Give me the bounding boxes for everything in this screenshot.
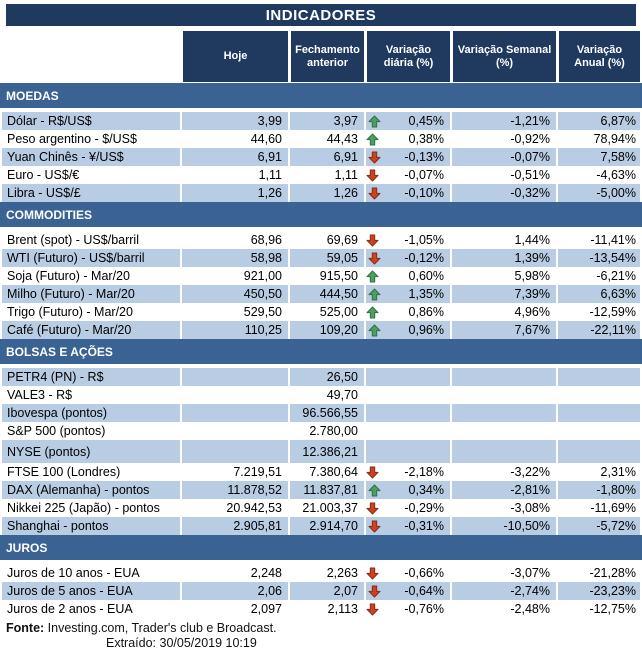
variacao-anual-value: 6,63% xyxy=(556,285,640,303)
variacao-anual-value: -23,23% xyxy=(556,582,640,600)
variacao-semanal-value: -0,92% xyxy=(510,132,550,146)
variacao-diaria-cell xyxy=(364,422,450,440)
row-label: VALE3 - R$ xyxy=(7,388,73,402)
variacao-anual-value: 6,87% xyxy=(556,112,640,130)
variacao-diaria-cell xyxy=(364,166,450,184)
arrow-down-icon xyxy=(366,603,379,616)
variacao-anual-value: -11,69% xyxy=(590,501,636,515)
hoje-value: 529,50 xyxy=(243,305,282,319)
hoje-value: 921,00 xyxy=(243,269,282,283)
hoje-value: 2.905,81 xyxy=(180,517,288,535)
hoje-value xyxy=(180,404,288,422)
hoje-value xyxy=(180,386,288,404)
column-header-variacao-diaria: Variação diária (%) xyxy=(364,31,450,82)
variacao-semanal-value: 7,67% xyxy=(450,321,556,339)
fechamento-anterior-value: 1,11 xyxy=(334,168,358,182)
variacao-anual-value: 2,31% xyxy=(600,465,636,479)
variacao-diaria-value: -0,64% xyxy=(404,584,444,598)
variacao-anual-value: -12,75% xyxy=(589,602,636,616)
variacao-diaria-cell xyxy=(364,112,450,130)
arrow-down-icon xyxy=(366,502,379,515)
variacao-diaria-value: 0,45% xyxy=(408,114,444,128)
fechamento-anterior-value: 59,05 xyxy=(288,249,364,267)
variacao-diaria-value: 1,35% xyxy=(408,287,444,301)
hoje-value: 6,91 xyxy=(180,148,288,166)
table-row xyxy=(2,463,640,481)
variacao-diaria-value: -0,66% xyxy=(404,566,444,580)
hoje-value: 2,06 xyxy=(180,582,288,600)
fechamento-anterior-value: 96.566,55 xyxy=(288,404,364,422)
variacao-anual-value: -1,80% xyxy=(556,481,640,499)
fechamento-anterior-value: 2.780,00 xyxy=(309,424,358,438)
variacao-diaria-value: 0,60% xyxy=(408,269,444,283)
no-arrow xyxy=(368,407,381,420)
section-header-commodities: COMMODITIES xyxy=(0,202,642,227)
source-label: Fonte: xyxy=(6,621,45,635)
indicators-table xyxy=(2,83,640,618)
variacao-diaria-cell xyxy=(364,481,450,499)
variacao-anual-value xyxy=(556,422,640,440)
table-row xyxy=(2,231,640,249)
section-rows-juros xyxy=(2,560,640,618)
section-rows-moedas xyxy=(2,108,640,202)
fechamento-anterior-value: 2,263 xyxy=(326,566,358,580)
row-label: FTSE 100 (Londres) xyxy=(7,465,121,479)
row-label: Soja (Futuro) - Mar/20 xyxy=(7,269,130,283)
table-row xyxy=(2,564,640,582)
row-label: S&P 500 (pontos) xyxy=(7,424,106,438)
variacao-semanal-value: 5,98% xyxy=(514,269,550,283)
row-label: Café (Futuro) - Mar/20 xyxy=(2,321,180,339)
row-label: Brent (spot) - US$/barril xyxy=(7,233,139,247)
variacao-diaria-cell xyxy=(364,231,450,249)
arrow-down-icon xyxy=(366,169,379,182)
variacao-semanal-value: -2,74% xyxy=(450,582,556,600)
hoje-value: 450,50 xyxy=(180,285,288,303)
hoje-value xyxy=(180,422,288,440)
no-arrow xyxy=(368,371,381,384)
variacao-semanal-value xyxy=(450,368,556,386)
variacao-diaria-value: -0,13% xyxy=(404,150,444,164)
table-row xyxy=(2,303,640,321)
variacao-diaria-value: -0,29% xyxy=(404,501,444,515)
hoje-value xyxy=(180,440,288,463)
variacao-diaria-value: -0,10% xyxy=(404,186,444,200)
variacao-diaria-cell xyxy=(364,517,450,535)
row-label: Dólar - R$/US$ xyxy=(2,112,180,130)
variacao-semanal-value: -10,50% xyxy=(450,517,556,535)
table-row xyxy=(2,267,640,285)
variacao-diaria-cell xyxy=(364,368,450,386)
table-row xyxy=(2,481,640,499)
variacao-semanal-value: 7,39% xyxy=(450,285,556,303)
variacao-diaria-value: 0,86% xyxy=(408,305,444,319)
no-arrow xyxy=(368,445,381,458)
variacao-semanal-value: -0,32% xyxy=(450,184,556,202)
row-label: Juros de 2 anos - EUA xyxy=(7,602,133,616)
hoje-value: 20.942,53 xyxy=(226,501,282,515)
variacao-semanal-value: -3,08% xyxy=(510,501,550,515)
section-rows-bolsas-e-acoes xyxy=(2,364,640,535)
variacao-semanal-value: -2,81% xyxy=(450,481,556,499)
row-label: Peso argentino - $/US$ xyxy=(7,132,137,146)
hoje-value: 1,11 xyxy=(258,168,282,182)
table-row xyxy=(2,368,640,386)
arrow-down-icon xyxy=(368,520,381,533)
row-label: Libra - US$/£ xyxy=(2,184,180,202)
fechamento-anterior-value: 44,43 xyxy=(326,132,358,146)
table-row xyxy=(2,582,640,600)
variacao-anual-value xyxy=(556,404,640,422)
column-header-hoje: Hoje xyxy=(180,31,288,82)
arrow-down-icon xyxy=(368,187,381,200)
variacao-diaria-value: -0,12% xyxy=(404,251,444,265)
column-header-variacao-semanal: Variação Semanal (%) xyxy=(450,31,556,82)
variacao-diaria-cell xyxy=(364,404,450,422)
arrow-up-icon xyxy=(368,288,381,301)
variacao-diaria-value: 0,34% xyxy=(408,483,444,497)
variacao-semanal-value: -1,21% xyxy=(450,112,556,130)
row-label: WTI (Futuro) - US$/barril xyxy=(2,249,180,267)
table-row xyxy=(2,499,640,517)
page-title: INDICADORES xyxy=(6,4,636,26)
variacao-anual-value: -12,59% xyxy=(589,305,636,319)
variacao-semanal-value: 1,39% xyxy=(450,249,556,267)
source-text: Investing.com, Trader's club e Broadcast. xyxy=(44,621,277,635)
no-arrow xyxy=(366,389,379,402)
arrow-up-icon xyxy=(366,133,379,146)
variacao-anual-value: -5,72% xyxy=(556,517,640,535)
hoje-value: 110,25 xyxy=(180,321,288,339)
variacao-diaria-cell xyxy=(364,499,450,517)
fechamento-anterior-value: 12.386,21 xyxy=(288,440,364,463)
arrow-down-icon xyxy=(368,151,381,164)
fechamento-anterior-value: 1,26 xyxy=(288,184,364,202)
variacao-anual-value: -5,00% xyxy=(556,184,640,202)
fechamento-anterior-value: 6,91 xyxy=(288,148,364,166)
row-label: PETR4 (PN) - R$ xyxy=(2,368,180,386)
arrow-up-icon xyxy=(366,306,379,319)
variacao-diaria-cell xyxy=(364,564,450,582)
variacao-diaria-cell xyxy=(364,386,450,404)
variacao-diaria-value: 0,38% xyxy=(408,132,444,146)
variacao-semanal-value: -2,48% xyxy=(510,602,550,616)
variacao-anual-value: 7,58% xyxy=(556,148,640,166)
arrow-up-icon xyxy=(368,484,381,497)
variacao-anual-value: -22,11% xyxy=(556,321,640,339)
variacao-diaria-cell xyxy=(364,463,450,481)
row-label: Juros de 10 anos - EUA xyxy=(7,566,140,580)
column-headers xyxy=(2,31,640,82)
hoje-value: 2,097 xyxy=(250,602,282,616)
variacao-semanal-value: -3,22% xyxy=(510,465,550,479)
hoje-value: 68,96 xyxy=(250,233,282,247)
variacao-semanal-value xyxy=(450,386,556,404)
fechamento-anterior-value: 109,20 xyxy=(288,321,364,339)
variacao-diaria-cell xyxy=(364,130,450,148)
table-row xyxy=(2,166,640,184)
fechamento-anterior-value: 2,07 xyxy=(288,582,364,600)
variacao-semanal-value xyxy=(450,404,556,422)
hoje-value: 1,26 xyxy=(180,184,288,202)
hoje-value: 58,98 xyxy=(180,249,288,267)
variacao-diaria-cell xyxy=(364,249,450,267)
hoje-value: 3,99 xyxy=(180,112,288,130)
hoje-value: 7.219,51 xyxy=(233,465,282,479)
table-row xyxy=(2,404,640,422)
table-row xyxy=(2,249,640,267)
variacao-diaria-value: -0,31% xyxy=(404,519,444,533)
table-row xyxy=(2,600,640,618)
row-label: NYSE (pontos) xyxy=(2,440,180,463)
row-label: Juros de 5 anos - EUA xyxy=(2,582,180,600)
table-row xyxy=(2,321,640,339)
table-row xyxy=(2,184,640,202)
arrow-up-icon xyxy=(368,115,381,128)
table-row xyxy=(2,386,640,404)
variacao-diaria-cell xyxy=(364,148,450,166)
variacao-diaria-cell xyxy=(364,440,450,463)
row-label: Ibovespa (pontos) xyxy=(2,404,180,422)
arrow-up-icon xyxy=(368,324,381,337)
fechamento-anterior-value: 49,70 xyxy=(326,388,358,402)
row-label: DAX (Alemanha) - pontos xyxy=(2,481,180,499)
variacao-semanal-value xyxy=(450,440,556,463)
variacao-anual-value: -13,54% xyxy=(556,249,640,267)
variacao-anual-value: 78,94% xyxy=(593,132,636,146)
variacao-anual-value: -6,21% xyxy=(596,269,636,283)
variacao-diaria-value: -2,18% xyxy=(404,465,444,479)
fechamento-anterior-value: 444,50 xyxy=(288,285,364,303)
arrow-down-icon xyxy=(366,466,379,479)
no-arrow xyxy=(366,425,379,438)
section-header-juros: JUROS xyxy=(0,535,642,560)
variacao-anual-value: -21,28% xyxy=(589,566,636,580)
fechamento-anterior-value: 26,50 xyxy=(288,368,364,386)
table-row xyxy=(2,130,640,148)
variacao-diaria-cell xyxy=(364,303,450,321)
fechamento-anterior-value: 525,00 xyxy=(319,305,358,319)
variacao-anual-value xyxy=(556,386,640,404)
extracted-timestamp: Extraído: 30/05/2019 10:19 xyxy=(106,636,257,650)
arrow-down-icon xyxy=(368,585,381,598)
hoje-value: 44,60 xyxy=(250,132,282,146)
variacao-semanal-value: 4,96% xyxy=(514,305,550,319)
section-header-moedas: MOEDAS xyxy=(0,83,642,108)
variacao-diaria-cell xyxy=(364,321,450,339)
variacao-semanal-value: 1,44% xyxy=(514,233,550,247)
arrow-up-icon xyxy=(366,270,379,283)
hoje-value: 11.878,52 xyxy=(180,481,288,499)
variacao-anual-value xyxy=(556,440,640,463)
table-row xyxy=(2,148,640,166)
variacao-diaria-value: 0,96% xyxy=(408,323,444,337)
source-line xyxy=(6,621,640,635)
fechamento-anterior-value: 21.003,37 xyxy=(302,501,358,515)
variacao-semanal-value xyxy=(450,422,556,440)
fechamento-anterior-value: 11.837,81 xyxy=(288,481,364,499)
table-row xyxy=(2,422,640,440)
variacao-diaria-cell xyxy=(364,600,450,618)
arrow-down-icon xyxy=(366,234,379,247)
variacao-diaria-value: -0,07% xyxy=(404,168,444,182)
variacao-diaria-value: -1,05% xyxy=(404,233,444,247)
column-header-variacao-anual: Variação Anual (%) xyxy=(556,31,640,82)
row-label: Milho (Futuro) - Mar/20 xyxy=(2,285,180,303)
row-label: Nikkei 225 (Japão) - pontos xyxy=(7,501,160,515)
column-header-fechamento: Fechamento anterior xyxy=(288,31,364,82)
hoje-value: 2,248 xyxy=(250,566,282,580)
label-column-spacer xyxy=(2,31,180,82)
row-label: Yuan Chinês - ¥/US$ xyxy=(2,148,180,166)
fechamento-anterior-value: 2.914,70 xyxy=(288,517,364,535)
fechamento-anterior-value: 7.380,64 xyxy=(309,465,358,479)
table-row xyxy=(2,112,640,130)
fechamento-anterior-value: 915,50 xyxy=(319,269,358,283)
fechamento-anterior-value: 69,69 xyxy=(326,233,358,247)
table-row xyxy=(2,517,640,535)
row-label: Shanghai - pontos xyxy=(2,517,180,535)
variacao-diaria-cell xyxy=(364,267,450,285)
fechamento-anterior-value: 2,113 xyxy=(327,602,358,616)
variacao-anual-value: -4,63% xyxy=(596,168,636,182)
arrow-down-icon xyxy=(366,567,379,580)
arrow-down-icon xyxy=(368,252,381,265)
row-label: Trigo (Futuro) - Mar/20 xyxy=(7,305,133,319)
variacao-semanal-value: -0,51% xyxy=(510,168,550,182)
section-rows-commodities xyxy=(2,227,640,339)
variacao-semanal-value: -0,07% xyxy=(450,148,556,166)
row-label: Euro - US$/€ xyxy=(7,168,80,182)
variacao-semanal-value: -3,07% xyxy=(510,566,550,580)
variacao-diaria-cell xyxy=(364,582,450,600)
variacao-diaria-cell xyxy=(364,184,450,202)
variacao-diaria-value: -0,76% xyxy=(404,602,444,616)
variacao-anual-value xyxy=(556,368,640,386)
section-header-bolsas-e-acoes: BOLSAS E AÇÕES xyxy=(0,339,642,364)
table-row xyxy=(2,440,640,463)
hoje-value xyxy=(180,368,288,386)
footer xyxy=(2,618,640,650)
fechamento-anterior-value: 3,97 xyxy=(288,112,364,130)
variacao-diaria-cell xyxy=(364,285,450,303)
table-row xyxy=(2,285,640,303)
variacao-anual-value: -11,41% xyxy=(590,233,636,247)
